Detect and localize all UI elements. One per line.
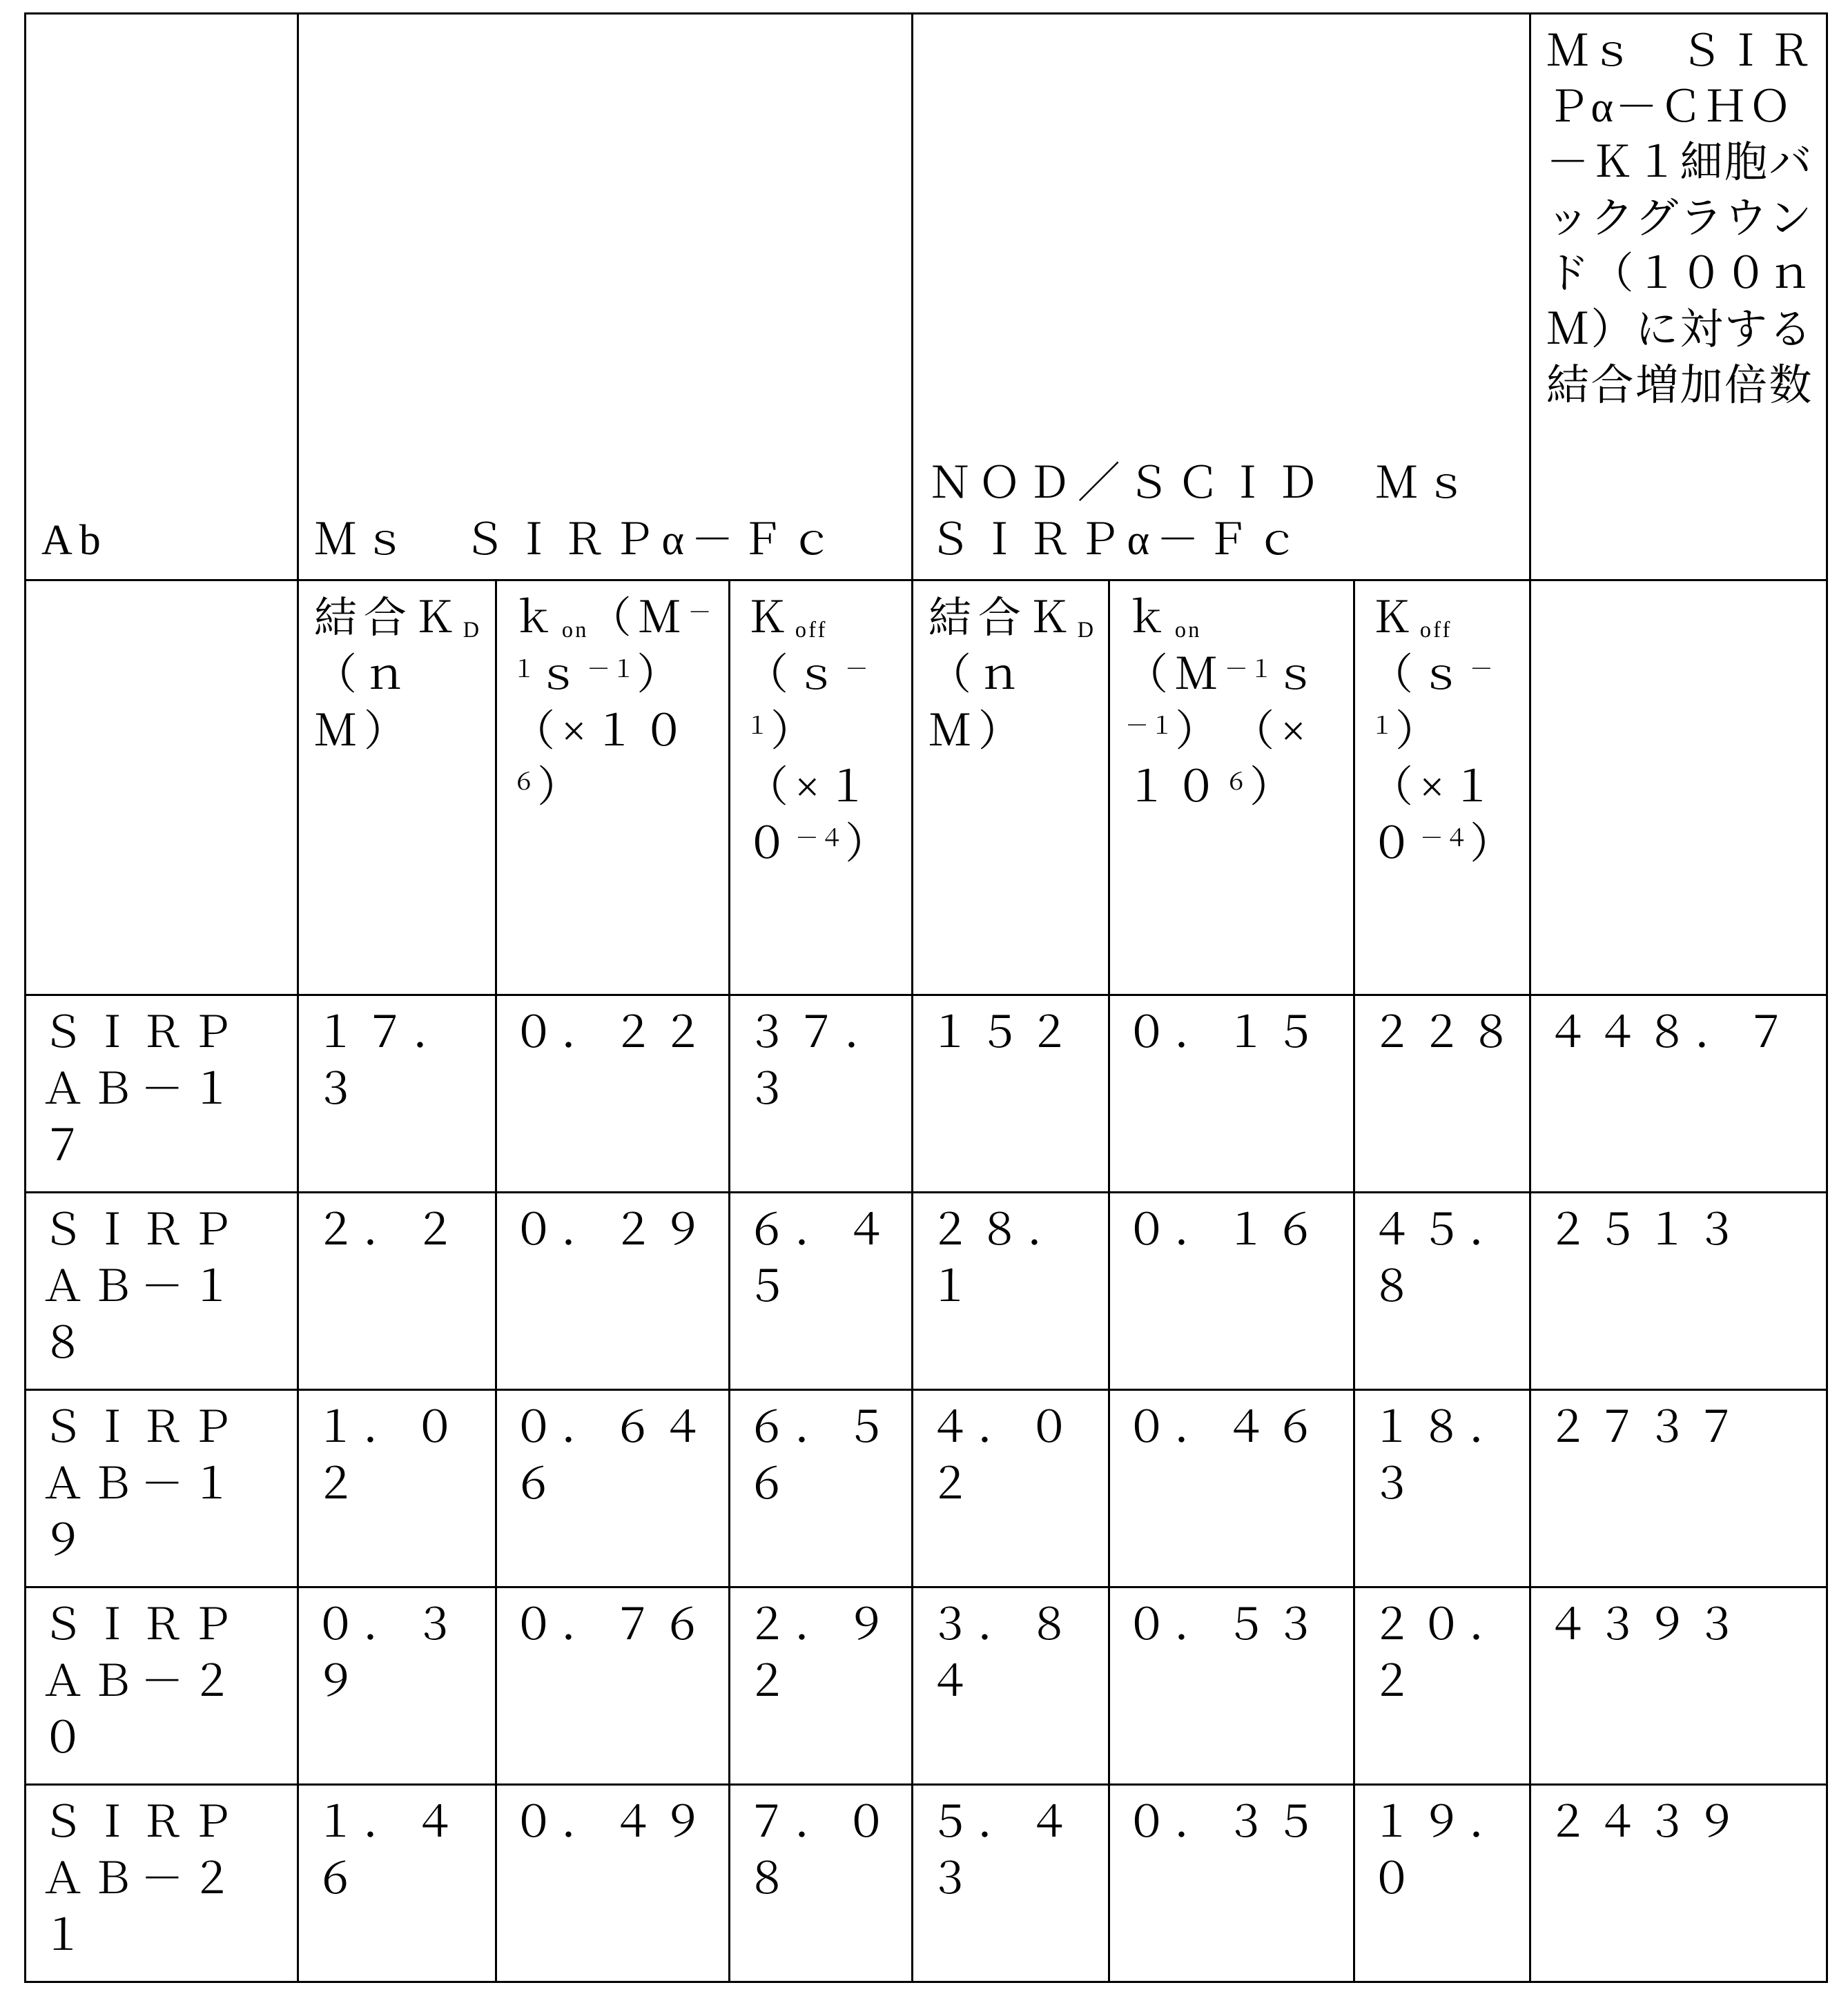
header-cell-kd-nod-scid	[913, 580, 1109, 995]
header-cell-kon-ms	[496, 580, 730, 995]
header-cell-blank-left	[26, 580, 298, 995]
table-row	[26, 1785, 1827, 1982]
cell-koff-nod-scid: １８．３	[1354, 1390, 1530, 1587]
cell-koff-ms: ６．５６	[730, 1390, 913, 1587]
koff-ms-exp-a: －１	[746, 656, 870, 739]
kon-ms-units-d: ）	[537, 764, 587, 812]
cell-kon-ms: ０．２２	[496, 995, 730, 1193]
header-row-group-titles	[26, 14, 1827, 580]
kd-ms-symbol: 結合Ｋ	[314, 595, 463, 642]
table-row	[26, 995, 1827, 1193]
cell-kd-nod-scid: １５２	[913, 995, 1109, 1193]
koff-nod-subscript: off	[1419, 617, 1452, 643]
cell-kon-ms: ０．４９	[496, 1785, 730, 1982]
cell-koff-ms: ７．０８	[730, 1785, 913, 1982]
koff-ms-units-b: ） （×１０	[746, 707, 876, 868]
koff-ms-symbol: Ｋ	[746, 595, 795, 642]
kd-nod-symbol: 結合Ｋ	[928, 595, 1078, 642]
kd-ms-subscript: D	[463, 617, 482, 643]
table-row	[26, 1390, 1827, 1587]
cell-kd-nod-scid: ４．０２	[913, 1390, 1109, 1587]
header-cell-cho-k1-fold-increase: Ｍｓ ＳＩＲＰα－ＣＨＯ－Ｋ１細胞バックグラウンド（１００ｎＭ）に対する結合増加倍数	[1530, 14, 1827, 580]
kon-ms-units-a: （Ｍ	[588, 595, 688, 642]
cell-antibody-name: ＳＩＲＰＡＢ－１９	[26, 1390, 298, 1587]
cell-koff-ms: ６．４５	[730, 1193, 913, 1390]
cell-kd-nod-scid: ５．４３	[913, 1785, 1109, 1982]
cell-fold-increase: ４３９３	[1530, 1587, 1827, 1785]
binding-kinetics-table	[24, 12, 1828, 1983]
koff-ms-subscript: off	[795, 617, 828, 643]
header-cell-blank-right	[1530, 580, 1827, 995]
header-cell-nod-scid-ms-sirpa-fc: ＮＯＤ／ＳＣＩＤ Ｍｓ ＳＩＲＰα－Ｆｃ	[913, 14, 1530, 580]
koff-ms-units-c: ）	[845, 821, 895, 868]
cell-kd-ms: ２．２	[298, 1193, 496, 1390]
cell-kd-ms: １７．３	[298, 995, 496, 1193]
cell-koff-nod-scid: ４５．８	[1354, 1193, 1530, 1390]
cell-kon-ms: ０．２９	[496, 1193, 730, 1390]
kon-ms-exp-c: ６	[512, 770, 538, 796]
cell-fold-increase: ２４３９	[1530, 1785, 1827, 1982]
koff-nod-units-c: ）	[1470, 821, 1520, 868]
koff-nod-units-b: ） （×１０	[1370, 707, 1501, 868]
header-row-metrics	[26, 580, 1827, 995]
koff-nod-exp-a: －１	[1370, 656, 1495, 739]
cell-kon-nod-scid: ０．１６	[1109, 1193, 1354, 1390]
kon-nod-units-b: ｓ	[1274, 651, 1325, 698]
kon-nod-unit-group-m	[1125, 652, 1274, 698]
cell-fold-increase: ２７３７	[1530, 1390, 1827, 1587]
cell-koff-nod-scid: ２２８	[1354, 995, 1530, 1193]
kd-nod-subscript: D	[1077, 617, 1096, 643]
cell-koff-ms: ２．９２	[730, 1587, 913, 1785]
kon-ms-exp-a: －１	[512, 600, 713, 683]
header-cell-kon-nod-scid	[1109, 580, 1354, 995]
header-cell-kd-ms	[298, 580, 496, 995]
cell-kd-ms: ０．３９	[298, 1587, 496, 1785]
cell-kon-nod-scid: ０．３５	[1109, 1785, 1354, 1982]
koff-nod-exp-b: －４	[1419, 826, 1470, 852]
kd-ms-units: （ｎＭ）	[314, 651, 414, 755]
cell-fold-increase: ４４８．７	[1530, 995, 1827, 1193]
cell-kd-nod-scid: ２８．１	[913, 1193, 1109, 1390]
kon-ms-symbol: ｋ	[512, 595, 562, 642]
koff-nod-symbol: Ｋ	[1370, 595, 1420, 642]
header-cell-koff-ms	[730, 580, 913, 995]
cell-kd-ms: １．０２	[298, 1390, 496, 1587]
kon-ms-subscript: on	[561, 617, 589, 643]
koff-ms-units-a: （ｓ	[746, 651, 845, 698]
cell-koff-ms: ３７．３	[730, 995, 913, 1193]
cell-kon-nod-scid: ０．５３	[1109, 1587, 1354, 1785]
cell-kon-nod-scid: ０．４６	[1109, 1390, 1354, 1587]
cell-fold-increase: ２５１３	[1530, 1193, 1827, 1390]
cell-kon-ms: ０．６４６	[496, 1390, 730, 1587]
kon-nod-exp-a: －１	[1224, 656, 1275, 683]
kd-nod-units: （ｎＭ）	[928, 651, 1028, 755]
koff-ms-exp-b: －４	[795, 826, 846, 852]
header-cell-ms-sirpa-fc: Ｍｓ ＳＩＲＰα－Ｆｃ	[298, 14, 913, 580]
table-row	[26, 1587, 1827, 1785]
cell-kd-nod-scid: ３．８４	[913, 1587, 1109, 1785]
cell-antibody-name: ＳＩＲＰＡＢ－１８	[26, 1193, 298, 1390]
cell-kon-nod-scid: ０．１５	[1109, 995, 1354, 1193]
kon-nod-exp-b: －１	[1125, 713, 1176, 739]
cell-koff-nod-scid: １９．０	[1354, 1785, 1530, 1982]
kon-ms-units-c: ） （×１０	[512, 651, 715, 755]
kon-nod-symbol: ｋ	[1125, 595, 1175, 642]
kon-nod-units-d: ）	[1249, 764, 1299, 812]
kon-nod-subscript: on	[1174, 617, 1202, 643]
cell-koff-nod-scid: ２０．２	[1354, 1587, 1530, 1785]
kon-nod-units-a: （Ｍ	[1125, 651, 1225, 698]
cell-kon-ms: ０．７６	[496, 1587, 730, 1785]
cell-antibody-name: ＳＩＲＰＡＢ－２０	[26, 1587, 298, 1785]
cell-antibody-name: ＳＩＲＰＡＢ－２１	[26, 1785, 298, 1982]
kon-ms-exp-b: －１	[587, 656, 637, 683]
table-row	[26, 1193, 1827, 1390]
header-cell-koff-nod-scid	[1354, 580, 1530, 995]
koff-nod-units-a: （ｓ	[1370, 651, 1470, 698]
kon-nod-exp-c: ６	[1224, 770, 1249, 796]
cell-antibody-name: ＳＩＲＰＡＢ－１７	[26, 995, 298, 1193]
kon-nod-units-c: ） （×１０	[1125, 707, 1312, 812]
cell-kd-ms: １．４６	[298, 1785, 496, 1982]
header-cell-ab: Ab	[26, 14, 298, 580]
kon-ms-units-b: ｓ	[537, 651, 587, 698]
